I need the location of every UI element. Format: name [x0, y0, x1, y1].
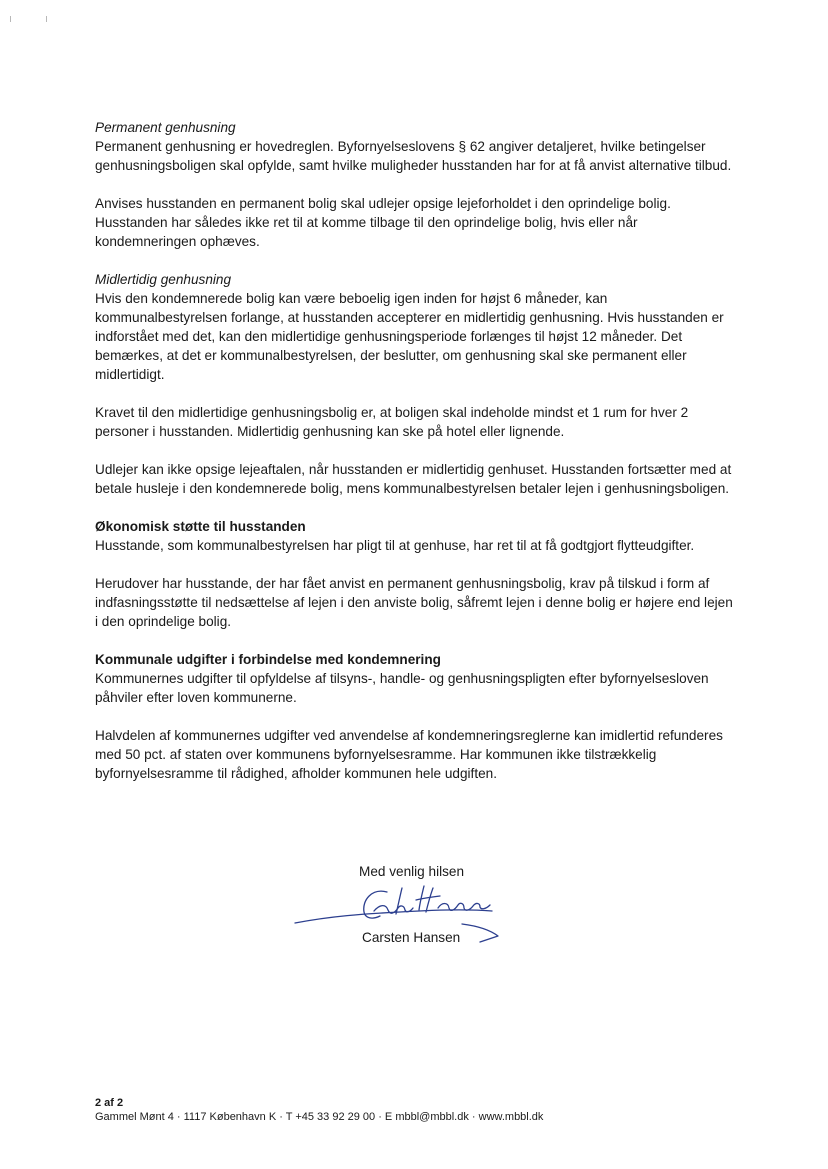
- signer-name: Carsten Hansen: [362, 930, 461, 945]
- heading-municipal-expenses: Kommunale udgifter i forbindelse med kondemnering: [95, 652, 441, 667]
- paragraph: Anvises husstanden en permanent bolig skal udlejer opsige lejeforholdet i den oprindelige bolig. Husstanden har således ikke ret til at komme tilbage til den oprindelige bolig, hvis eller når kondemneringen ophæves.: [95, 196, 671, 249]
- paragraph: Husstande, som kommunalbestyrelsen har pligt til at genhuse, har ret til at få godtgjort flytteudgifter.: [95, 538, 695, 553]
- paragraph: Kravet til den midlertidige genhusningsbolig er, at boligen skal indeholde mindst et 1 rum for hver 2 personer i husstanden. Midlertidig genhusning kan ske på hotel eller lignende.: [95, 405, 689, 439]
- footer-address: Gammel Mønt 4 · 1117 København K · T +45 33 92 29 00 · E mbbl@mbbl.dk · www.mbbl.dk: [95, 1111, 544, 1123]
- paragraph: Kommunernes udgifter til opfyldelse af tilsyns-, handle- og genhusningspligten efter byfornyelsesloven påhviler efter loven kommunerne.: [95, 671, 709, 705]
- paragraph: Herudover har husstande, der har fået anvist en permanent genhusningsbolig, krav på tilskud i form af indfasningsstøtte til nedsættelse af lejen i den anviste bolig, såfremt lejen i denne bolig er højere end lejen i den oprindelige bolig.: [95, 576, 733, 629]
- letter-body: [95, 118, 735, 783]
- closing-greeting: Med venlig hilsen: [359, 864, 465, 879]
- scan-mark: [10, 16, 11, 22]
- heading-permanent-rehousing: Permanent genhusning: [95, 120, 236, 135]
- paragraph: Permanent genhusning er hovedreglen. Byfornyelseslovens § 62 angiver detaljeret, hvilke betingelser genhusningsboligen skal opfylde, samt hvilke muligheder husstanden har for at få anvist alternative tilbud.: [95, 139, 732, 173]
- heading-economic-support: Økonomisk støtte til husstanden: [95, 519, 306, 534]
- paragraph: Halvdelen af kommunernes udgifter ved anvendelse af kondemneringsreglerne kan imidlertid refunderes med 50 pct. af staten over kommunens byfornyelsesramme. Har kommunen ikke tilstrækkelig byfornyelsesramme til rådighed, afholder kommunen hele udgiften.: [95, 728, 723, 781]
- page-number: 2 af 2: [95, 1097, 124, 1109]
- heading-temporary-rehousing: Midlertidig genhusning: [95, 272, 232, 287]
- page-footer: [95, 1096, 543, 1124]
- paragraph: Hvis den kondemnerede bolig kan være beboelig igen inden for højst 6 måneder, kan kommunalbestyrelsen forlange, at husstanden accepterer en midlertidig genhusning. Hvis husstanden er indforstået med det, kan den midlertidige genhusningsperiode forlænges til højst 12 måneder. Det bemærkes, at det er kommunalbestyrelsen, der beslutter, om genhusning skal ske permanent eller midlertidigt.: [95, 291, 724, 382]
- paragraph: Udlejer kan ikke opsige lejeaftalen, når husstanden er midlertidig genhuset. Husstanden fortsætter med at betale husleje i den kondemnerede bolig, mens kommunalbestyrelsen betaler lejen i genhusningsboligen.: [95, 462, 732, 496]
- scan-mark: [46, 16, 47, 22]
